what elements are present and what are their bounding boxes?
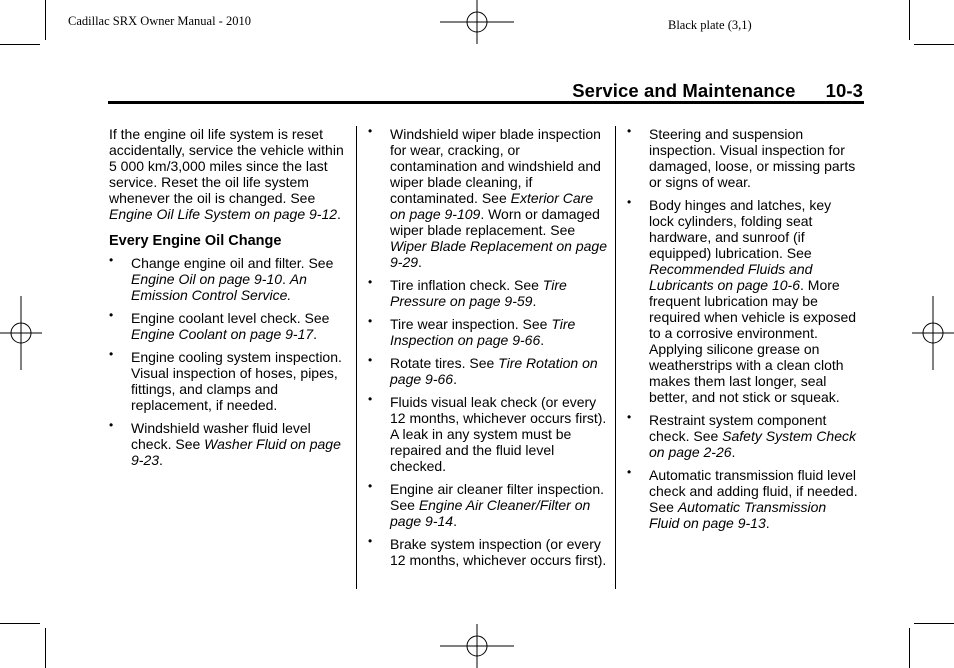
- list-item: • Tire inflation check. See Tire Pressure on page 9‑59.: [368, 275, 567, 309]
- doc-title: Cadillac SRX Owner Manual - 2010: [68, 14, 251, 28]
- cross-reference: Wiper Blade Replacement on page 9‑29: [390, 238, 608, 270]
- bullet-icon: •: [368, 314, 373, 328]
- crop-mark-bl-v: [45, 628, 46, 668]
- cross-reference: Recommended Fluids and Lubricants on page 10‑6: [649, 261, 813, 293]
- bullet-icon: •: [368, 124, 373, 138]
- list-item: • Windshield wiper blade inspection for wear, cracking, or contamination and windshield and wiper blade cleaning, if contaminated. See Exterior Care on page 9‑109. Worn or damaged wiper blade replacement. See Wiper Blade Replacement on page 9‑29.: [368, 124, 608, 270]
- header-rule: [108, 101, 864, 104]
- crop-mark-br-v: [909, 628, 910, 668]
- cross-reference: Tire Rotation on page 9‑66: [390, 355, 598, 387]
- bullet-icon: •: [368, 392, 373, 406]
- subheading: Every Engine Oil Change: [109, 233, 282, 249]
- intro-paragraph: If the engine oil life system is reset accidentally, service the vehicle within 5 000 km/3,000 miles since the last service. Reset the oil life system whenever the oil is changed. See Engine Oil Life System on page 9‑12.: [109, 126, 344, 222]
- cross-reference: Engine Air Cleaner/Filter on page 9‑14: [390, 497, 591, 529]
- plate-label: Black plate (3,1): [668, 18, 752, 32]
- list-item: • Brake system inspection (or every 12 months, whichever occurs first).: [368, 534, 607, 568]
- checklist: [368, 126, 608, 568]
- bullet-icon: •: [368, 275, 373, 289]
- list-item: • Automatic transmission fluid level check and adding fluid, if needed. See Automatic Transmission Fluid on page 9‑13.: [627, 465, 858, 531]
- bullet-icon: •: [368, 534, 373, 548]
- list-item: • Windshield washer fluid level check. See Washer Fluid on page 9‑23.: [109, 418, 341, 468]
- registration-target-icon: [438, 0, 518, 46]
- bullet-icon: •: [109, 253, 114, 267]
- section-title: Service and Maintenance: [572, 80, 796, 101]
- section-header: [572, 80, 863, 102]
- list-item: • Engine air cleaner filter inspection. See Engine Air Cleaner/Filter on page 9‑14.: [368, 479, 605, 529]
- list-item: • Fluids visual leak check (or every 12 months, whichever occurs first). A leak in any system must be repaired and the fluid level checked.: [368, 392, 607, 474]
- cross-reference: An Emission Control Service.: [131, 271, 307, 303]
- column-divider: [615, 126, 616, 589]
- cross-reference: Tire Pressure on page 9‑59: [390, 277, 567, 309]
- list-item: • Engine coolant level check. See Engine Coolant on page 9‑17.: [109, 308, 330, 342]
- bullet-icon: •: [109, 418, 114, 432]
- checklist: [109, 255, 349, 468]
- column-2: [368, 126, 608, 575]
- column-1: [109, 126, 349, 475]
- bullet-icon: •: [627, 410, 632, 424]
- cross-reference: Safety System Check on page 2‑26: [649, 428, 856, 460]
- list-item: • Rotate tires. See Tire Rotation on page 9‑66.: [368, 353, 598, 387]
- list-item: • Change engine oil and filter. See Engine Oil on page 9‑10. An Emission Control Service.: [109, 253, 334, 303]
- bullet-icon: •: [109, 308, 114, 322]
- list-item: • Steering and suspension inspection. Visual inspection for damaged, loose, or missing parts or signs of wear.: [627, 124, 856, 190]
- crop-mark-bl-h: [0, 623, 40, 624]
- registration-target-icon: [438, 622, 518, 668]
- crop-mark-tr-h: [914, 44, 954, 45]
- crop-mark-tl-h: [0, 44, 40, 45]
- crop-mark-tl-v: [45, 0, 46, 40]
- cross-reference: Washer Fluid on page 9‑23: [131, 436, 341, 468]
- cross-reference: Exterior Care on page 9‑109: [390, 190, 594, 222]
- checklist: [627, 126, 859, 531]
- cross-reference: Engine Oil on page 9‑10: [131, 271, 282, 287]
- bullet-icon: •: [368, 479, 373, 493]
- bullet-icon: •: [627, 195, 632, 209]
- cross-reference: Engine Coolant on page 9‑17: [131, 326, 314, 342]
- bullet-icon: •: [627, 465, 632, 479]
- registration-target-icon: [0, 294, 44, 374]
- bullet-icon: •: [368, 353, 373, 367]
- cross-reference: Tire Inspection on page 9‑66: [390, 316, 576, 348]
- column-divider: [356, 126, 357, 589]
- column-3: [627, 126, 859, 538]
- list-item: • Restraint system component check. See Safety System Check on page 2‑26.: [627, 410, 856, 460]
- bullet-icon: •: [109, 347, 114, 361]
- crop-mark-tr-v: [909, 0, 910, 40]
- list-item: • Body hinges and latches, key lock cylinders, folding seat hardware, and sunroof (if equipped) lubrication. See Recommended Fluids and Lubricants on page 10‑6. More frequent lubrication may be required when vehicle is exposed to a corrosive environment. Applying silicone grease on weatherstrips with a clean cloth makes them last longer, seal better, and not stick or squeak.: [627, 195, 857, 405]
- list-item: • Engine cooling system inspection. Visual inspection of hoses, pipes, fittings, and clamps and replacement, if needed.: [109, 347, 342, 413]
- registration-target-icon: [910, 294, 954, 374]
- page-number: 10-3: [825, 80, 863, 101]
- crop-mark-br-h: [914, 623, 954, 624]
- cross-reference: Engine Oil Life System on page 9‑12: [109, 206, 338, 222]
- list-item: • Tire wear inspection. See Tire Inspection on page 9‑66.: [368, 314, 576, 348]
- cross-reference: Automatic Transmission Fluid on page 9‑13: [649, 499, 827, 531]
- bullet-icon: •: [627, 124, 632, 138]
